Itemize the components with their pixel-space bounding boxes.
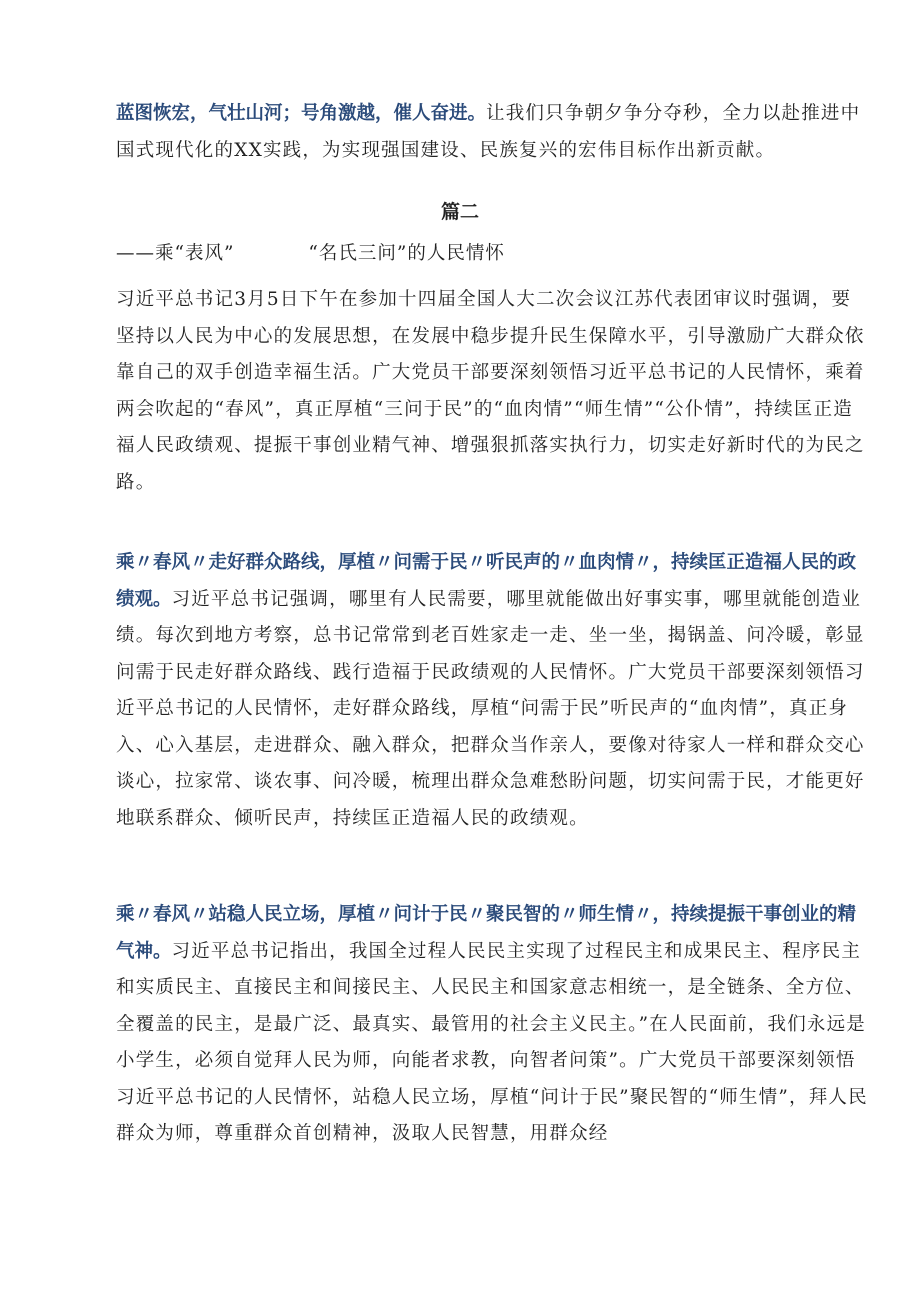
section-subtitle xyxy=(116,238,505,270)
paragraph-lead: 乘〃春风〃走好群众路线，厚植〃问需于民〃听民声的〃血肉情〃，持续匡正造福人民的政绩观。 xyxy=(116,552,857,610)
paragraph-body: 习近平总书记指出，我国全过程人民民主实现了过程民主和成果民主、程序民主和实质民主、直接民主和间接民主、人民民主和国家意志相统一，是全链条、全方位、全覆盖的民主，是最广泛、最真实、最管用的社会主义民主。”在人民面前，我们永远是小学生，必须自觉拜人民为师，向能者求教，向智者问策”。广大党员干部要深刻领悟习近平总书记的人民情怀，站稳人民立场，厚植“问计于民”聚民智的“师生情”，拜人民群众为师，尊重群众首创精神，汲取人民智慧，用群众经 xyxy=(116,940,868,1144)
subtitle-part-2: “名氏三问”的人民情怀 xyxy=(308,243,505,264)
paragraph-lead: 蓝图恢宏，气壮山河；号角激越，催人奋进。 xyxy=(116,103,487,124)
section-heading: 篇二 xyxy=(440,201,479,223)
paragraph-intro xyxy=(116,96,868,169)
paragraph-1 xyxy=(116,282,868,501)
paragraph-3 xyxy=(116,897,868,1153)
paragraph-lead: 乘〃春风〃站稳人民立场，厚植〃问计于民〃聚民智的〃师生情〃，持续提振干事创业的精气神。 xyxy=(116,904,857,962)
paragraph-body: 习近平总书记强调，哪里有人民需要，哪里就能做出好事实事，哪里就能创造业绩。每次到地方考察，总书记常常到老百姓家走一走、坐一坐，揭锅盖、问冷暖，彰显问需于民走好群众路线、践行造福于民政绩观的人民情怀。广大党员干部要深刻领悟习近平总书记的人民情怀，走好群众路线，厚植“问需于民”听民声的“血肉情”，真正身入、心入基层，走进群众、融入群众，把群众当作亲人，要像对待家人一样和群众交心谈心，拉家常、谈农事、问冷暖，梳理出群众急难愁盼问题，切实问需于民，才能更好地联系群众、倾听民声，持续匡正造福人民的政绩观。 xyxy=(116,588,865,829)
paragraph-body: 习近平总书记3月5日下午在参加十四届全国人大二次会议江苏代表团审议时强调，要坚持以人民为中心的发展思想，在发展中稳步提升民生保障水平，引导激励广大群众依靠自己的双手创造幸福生活。广大党员干部要深刻领悟习近平总书记的人民情怀，乘着两会吹起的“春风”，真正厚植“三问于民”的“血肉情”“师生情”“公仆情”，持续匡正造福人民政绩观、提振干事创业精气神、增强狠抓落实执行力，切实走好新时代的为民之路。 xyxy=(116,289,865,493)
paragraph-2 xyxy=(116,545,868,837)
subtitle-part-1: ——乘“表风” xyxy=(116,243,235,264)
paragraph-body: 让我们只争朝夕争分夺秒，全力以赴推进中国式现代化的XX实践，为实现强国建设、民族复兴的宏伟目标作出新贡献。 xyxy=(116,103,861,161)
